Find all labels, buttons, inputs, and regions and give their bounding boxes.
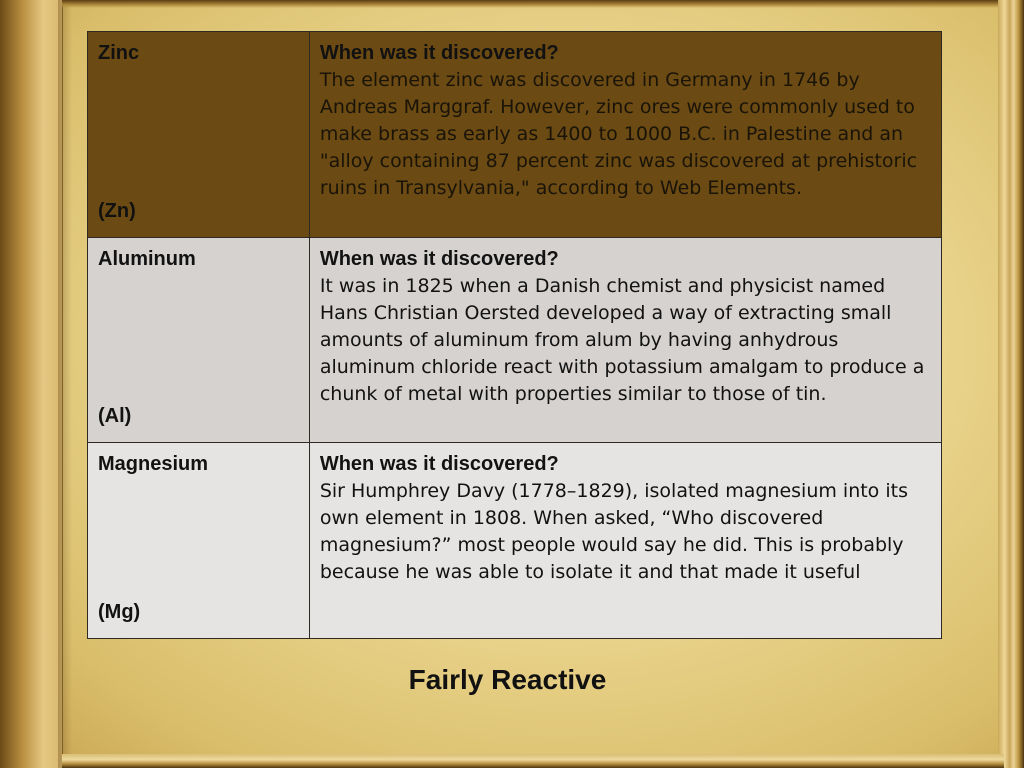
element-description-cell	[309, 443, 941, 639]
discovery-question: When was it discovered?	[319, 453, 559, 475]
book-page-edges-bottom	[62, 754, 1004, 768]
discovery-text: Sir Humphrey Davy (1778–1829), isolated magnesium into its own element in 1808. When asked, “Who discovered magnesium?” most people would say he did. This is probably because he was able to isolate it and that made it useful	[319, 480, 908, 583]
discovery-text: It was in 1825 when a Danish chemist and physicist named Hans Christian Oersted developed a way of extracting small amounts of aluminum from alum by having anhydrous aluminum chloride react with potassium amalgam to produce a chunk of metal with properties similar to those of tin.	[319, 275, 925, 405]
element-name-cell	[88, 238, 310, 443]
element-symbol: (Mg)	[98, 601, 141, 623]
book-spine	[0, 0, 63, 768]
element-name: Magnesium	[98, 453, 209, 475]
table-row-aluminum	[88, 238, 942, 443]
element-name-cell	[88, 32, 310, 238]
discovery-question: When was it discovered?	[319, 248, 559, 270]
element-description-cell	[309, 238, 941, 443]
element-symbol: (Al)	[98, 405, 132, 427]
element-name-cell	[88, 443, 310, 639]
page-fold-shadow	[58, 0, 72, 768]
element-name: Aluminum	[98, 248, 196, 270]
slide-caption: Fairly Reactive	[408, 664, 607, 695]
element-symbol: (Zn)	[98, 200, 136, 222]
table-row-magnesium	[88, 443, 942, 639]
book-page-edges-right	[998, 0, 1024, 768]
table-row-zinc	[88, 32, 942, 238]
element-description-cell	[309, 32, 941, 238]
discovery-question: When was it discovered?	[319, 42, 559, 64]
discovery-text: The element zinc was discovered in Germany in 1746 by Andreas Marggraf. However, zinc ores were commonly used to make brass as early as 1400 to 1000 B.C. in Palestine and an "alloy containing 87 percent zinc was discovered at prehistoric ruins in Transylvania," according to Web Elements.	[319, 69, 918, 199]
book-top-edge	[62, 0, 1004, 8]
element-name: Zinc	[98, 42, 140, 64]
elements-table	[87, 31, 942, 639]
